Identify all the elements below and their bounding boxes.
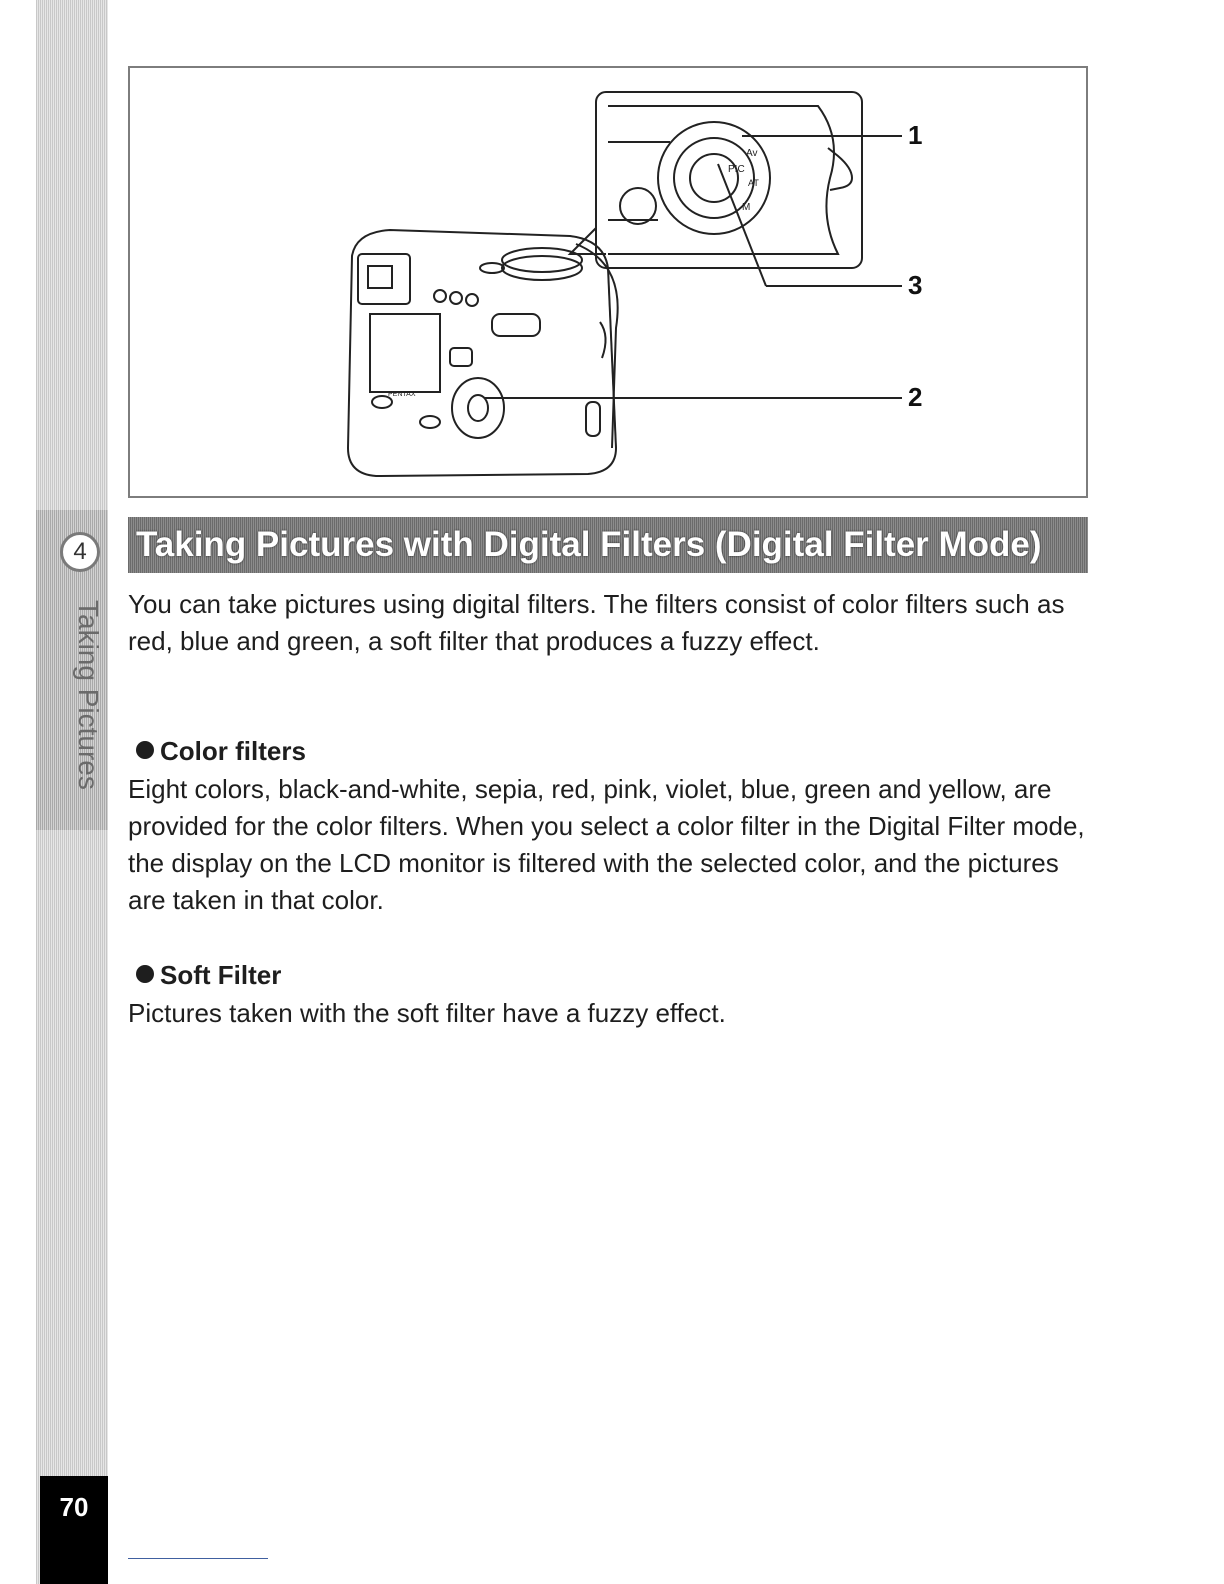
- dial-label-m: M: [742, 202, 751, 213]
- lcd-monitor: [370, 314, 440, 392]
- dial-label-at: AT: [748, 178, 759, 188]
- soft-filter-heading: [136, 960, 281, 991]
- section-title: Taking Pictures with Digital Filters (Digital Filter Mode): [136, 525, 1042, 564]
- chapter-title-vertical: Taking Pictures: [73, 600, 104, 790]
- four-way-controller: [452, 378, 504, 438]
- callout-2: 2: [908, 382, 923, 412]
- camera-brand-label: PENTAX: [388, 391, 416, 398]
- color-filters-heading-text: Color filters: [160, 736, 306, 766]
- dial-label-av: Av: [746, 148, 758, 159]
- page-number: 70: [40, 1476, 108, 1584]
- intro-paragraph: You can take pictures using digital filters. The filters consist of color filters such as red, blue and green, a soft filter that produces a fuzzy effect.: [128, 589, 1065, 656]
- chapter-number-badge: 4: [60, 532, 100, 572]
- footer-rule: [128, 1558, 268, 1559]
- inset-button: [620, 188, 656, 224]
- viewfinder: [358, 254, 410, 304]
- color-filters-heading: [136, 736, 306, 767]
- callout-1: 1: [908, 120, 923, 150]
- bullet-icon: [136, 965, 154, 983]
- color-filters-paragraph: Eight colors, black-and-white, sepia, red, pink, violet, blue, green and yellow, are provided for the color filters. When you select a color filter in the Digital Filter mode, the display on the LCD monitor is filtered with the selected color, and the pictures are taken in that color.: [128, 774, 1085, 915]
- bullet-icon: [136, 741, 154, 759]
- camera-illustration: [130, 68, 1086, 496]
- soft-filter-paragraph: Pictures taken with the soft filter have a fuzzy effect.: [128, 998, 726, 1028]
- dial-label-pic: PIC: [728, 164, 745, 175]
- camera-illustration-frame: [128, 66, 1088, 498]
- section-title-band: [128, 517, 1088, 573]
- callout-3: 3: [908, 270, 923, 300]
- dial-inset-frame: [596, 92, 862, 268]
- soft-filter-heading-text: Soft Filter: [160, 960, 282, 990]
- inset-top-plate: [608, 106, 838, 254]
